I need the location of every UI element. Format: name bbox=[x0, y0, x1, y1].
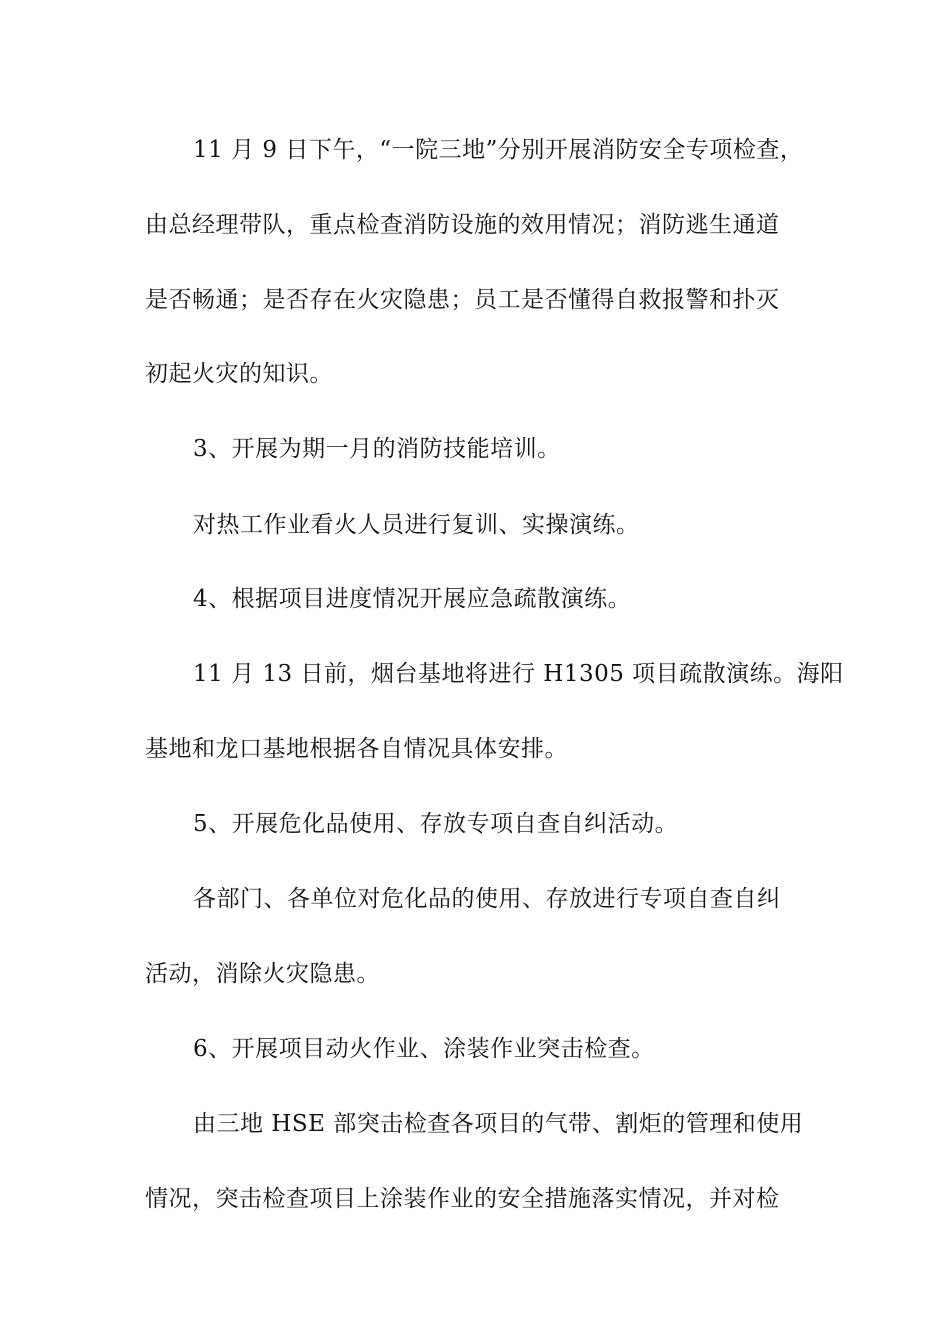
text-line: 各部门、各单位对危化品的使用、存放进行专项自查自纠 bbox=[193, 886, 781, 912]
text-line: 对热工作业看火人员进行复训、实操演练。 bbox=[193, 512, 640, 538]
text-line: 由三地 HSE 部突击检查各项目的气带、割炬的管理和使用 bbox=[193, 1111, 804, 1137]
section-heading: 3、开展为期一月的消防技能培训。 bbox=[193, 436, 561, 462]
section-heading: 4、根据项目进度情况开展应急疏散演练。 bbox=[193, 586, 632, 612]
text-line: 基地和龙口基地根据各自情况具体安排。 bbox=[145, 736, 568, 762]
text-line: 11 月 13 日前，烟台基地将进行 H1305 项目疏散演练。海阳 bbox=[193, 661, 844, 687]
text-line: 11 月 9 日下午，“一院三地”分别开展消防安全专项检查， bbox=[193, 137, 804, 163]
text-line: 是否畅通；是否存在火灾隐患；员工是否懂得自救报警和扑灭 bbox=[145, 287, 780, 313]
text-line: 由总经理带队，重点检查消防设施的效用情况；消防逃生通道 bbox=[145, 212, 780, 238]
section-heading: 5、开展危化品使用、存放专项自查自纠活动。 bbox=[193, 811, 679, 837]
text-line: 初起火灾的知识。 bbox=[145, 361, 333, 387]
text-line: 活动，消除火灾隐患。 bbox=[145, 961, 380, 987]
text-line: 情况，突击检查项目上涂装作业的安全措施落实情况，并对检 bbox=[145, 1186, 780, 1212]
section-heading: 6、开展项目动火作业、涂装作业突击检查。 bbox=[193, 1036, 655, 1062]
